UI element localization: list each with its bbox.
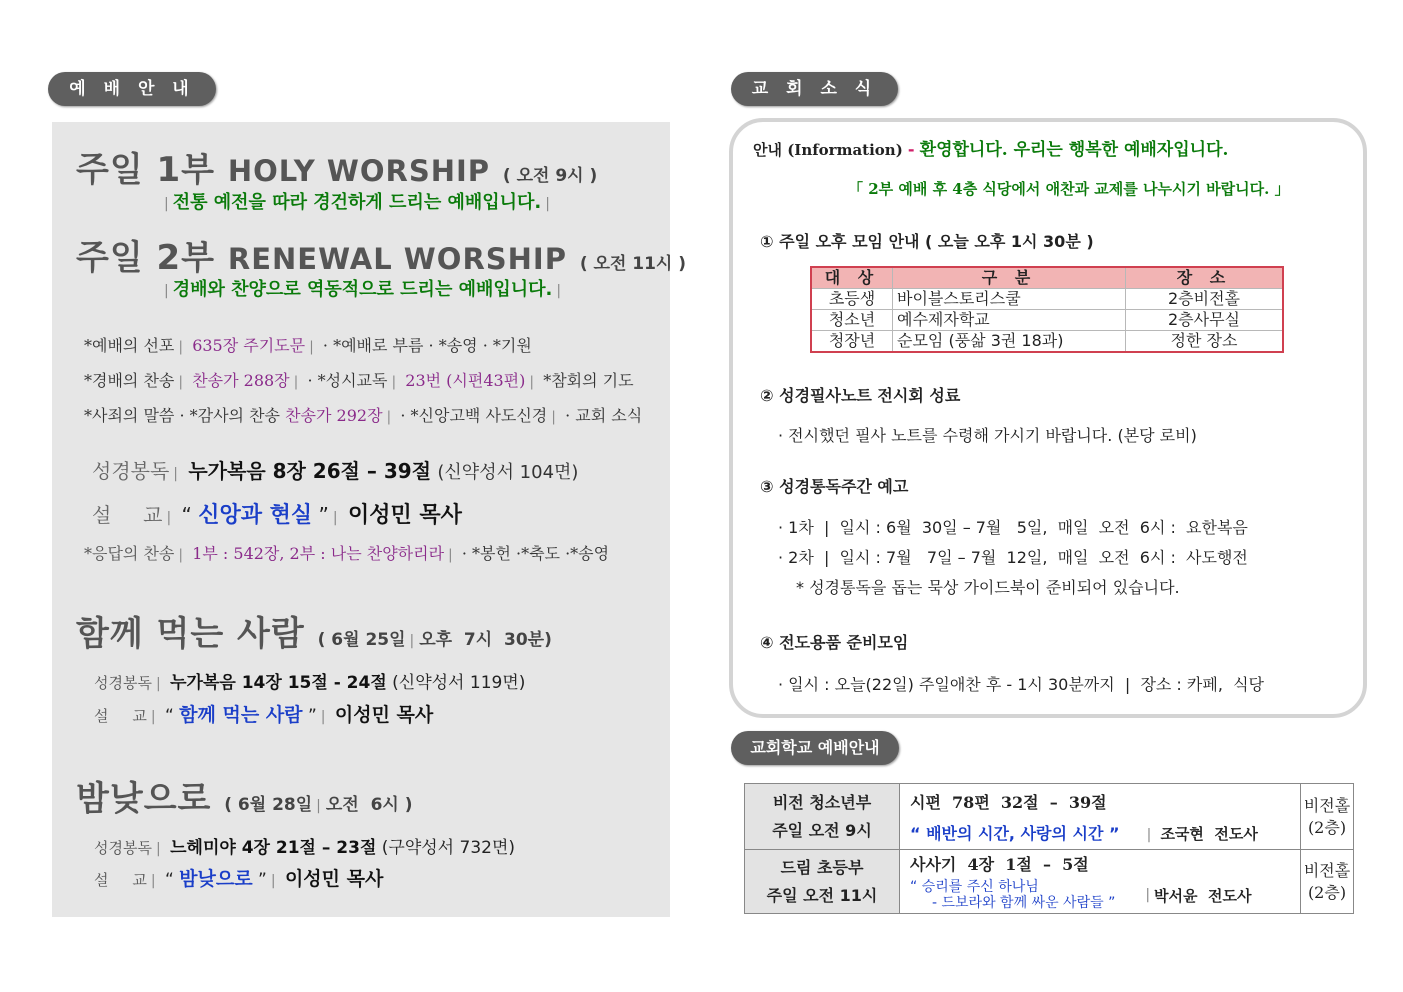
cell-target: 청장년	[811, 331, 893, 353]
service1-heading	[76, 142, 597, 191]
reading-label: 성경봉독	[92, 459, 170, 483]
school-place-cell	[1301, 784, 1354, 850]
sermon-label: 설 교	[92, 503, 163, 527]
info-sub: 「 2부 예배 후 4층 식당에서 애찬과 교제를 나누시기 바랍니다. 」	[848, 180, 1290, 198]
cell-place: 정한 장소	[1126, 331, 1284, 353]
wed-reading-text: 누가복음 14장 15절 - 24절	[170, 673, 387, 693]
school-floor: (2층)	[1307, 882, 1347, 902]
school-scripture: 사사기 4장 1절 – 5절	[910, 855, 1089, 874]
cell-place: 2층사무실	[1126, 310, 1284, 331]
wed-reading-label: 성경봉독	[94, 674, 152, 692]
cell-place: 2층비전홀	[1126, 289, 1284, 310]
sat-sermon: 설 교 | “ 밤낮으로 ” | 이성민 목사	[94, 868, 384, 890]
news-panel	[729, 118, 1367, 718]
order3-a: *사죄의 말씀 · *감사의 찬송	[84, 406, 280, 425]
sat-preacher: 이성민 목사	[284, 868, 384, 890]
school-dept-cell	[745, 850, 900, 914]
sat-reading: 성경봉독 | 느헤미야 4장 21절 – 23절 (구약성서 732면)	[94, 838, 516, 858]
sermon-title: 신앙과 현실	[198, 503, 313, 528]
service2-heading	[76, 230, 686, 279]
table-header-row	[811, 267, 1283, 289]
service2-title: 주일 2부	[76, 238, 216, 278]
table-row	[811, 310, 1283, 331]
table-row	[811, 289, 1283, 310]
sermon-open-quote: “	[181, 503, 192, 527]
school-preacher: 박서윤 전도사	[1154, 886, 1252, 905]
order-line-2: *경배의 찬송 | 찬송가 288장 | · *성시교독 | 23번 (시편43편) | *참회의 기도	[84, 371, 634, 390]
school-dept-name: 비전 청소년부	[772, 792, 872, 812]
wed-preacher: 이성민 목사	[334, 704, 434, 726]
news-1-title: ① 주일 오후 모임 안내 ( 오늘 오후 1시 30분 )	[760, 232, 1094, 251]
col-target: 대 상	[811, 267, 893, 289]
scripture-reading: 성경봉독 | 누가복음 8장 26절 – 39절 (신약성서 104면)	[92, 459, 579, 483]
news-3-title: ③ 성경통독주간 예고	[760, 477, 909, 496]
school-preacher: 조국현 전도사	[1160, 824, 1258, 843]
service1-time: ( 오전 9시 )	[502, 166, 598, 186]
news-section-pill: 교 회 소 식	[731, 72, 898, 106]
school-place: 비전홀	[1303, 860, 1351, 880]
wed-open-quote: “	[164, 706, 174, 726]
order2-d: 23번 (시편43편)	[405, 371, 526, 390]
info-label: 안내 (Information)	[753, 141, 903, 159]
news-4-title: ④ 전도용품 준비모임	[760, 633, 909, 652]
service1-en-title: HOLY WORSHIP	[227, 154, 491, 188]
wed-time: 오후 7시 30분)	[419, 630, 552, 650]
news-3-line-3: * 성경통독을 돕는 묵상 가이드북이 준비되어 있습니다.	[796, 578, 1180, 597]
info-line	[753, 135, 1228, 160]
service2-en-title: RENEWAL WORSHIP	[227, 242, 567, 276]
wed-sermon-title: 함께 먹는 사람	[179, 704, 303, 726]
order1-c: · *예배로 부름 · *송영 · *기원	[322, 336, 532, 355]
col-place: 장 소	[1126, 267, 1284, 289]
cell-category: 바이블스토리스쿨	[893, 289, 1126, 310]
reading-text: 누가복음 8장 26절 – 39절	[188, 459, 432, 483]
sat-title: 밤낮으로	[76, 779, 212, 819]
school-content-cell: 사사기 4장 1절 – 5절 “ 승리를 주신 하나님 - 드보라와 함께 싸운 사람들 ” | 박서윤 전도사	[900, 850, 1301, 914]
order2-a: *경배의 찬송	[84, 371, 175, 390]
worship-section-pill: 예 배 안 내	[48, 72, 216, 106]
gathering-table	[810, 266, 1284, 353]
news-2-line: · 전시했던 필사 노트를 수령해 가시기 바랍니다. (본당 로비)	[778, 426, 1197, 445]
sat-close-quote: ”	[258, 870, 267, 890]
school-place: 비전홀	[1303, 795, 1351, 815]
service1-title: 주일 1부	[76, 150, 216, 190]
school-place-cell	[1301, 850, 1354, 914]
order2-e: *참회의 기도	[543, 371, 634, 390]
table-row	[811, 331, 1283, 353]
cell-target: 청소년	[811, 310, 893, 331]
wed-sermon: 설 교 | “ 함께 먹는 사람 ” | 이성민 목사	[94, 704, 434, 726]
wed-reading-page: (신약성서 119면)	[392, 673, 526, 693]
service2-time: ( 오전 11시 )	[579, 254, 687, 274]
order2-c: · *성시교독	[307, 371, 388, 390]
news-4-line: · 일시 : 오늘(22일) 주일애찬 후 - 1시 30분까지 | 장소 : 카페, 식당	[778, 675, 1264, 694]
sat-open-quote: “	[164, 870, 174, 890]
cell-category: 순모임 (풍삶 3권 18과)	[893, 331, 1126, 353]
order3-b: 찬송가 292장	[285, 406, 383, 425]
sat-sermon-label: 설 교	[94, 871, 147, 889]
info-message: 환영합니다. 우리는 행복한 예배자입니다.	[919, 140, 1229, 160]
response-a: *응답의 찬송	[84, 544, 175, 563]
wed-heading: 함께 먹는 사람 ( 6월 25일 | 오후 7시 30분)	[76, 614, 552, 654]
col-category: 구 분	[893, 267, 1126, 289]
table-row	[745, 850, 1354, 914]
school-floor: (2층)	[1307, 817, 1347, 837]
school-content-cell: 시편 78편 32절 – 39절 “ 배반의 시간, 사랑의 시간 ” | 조국현 전도사	[900, 784, 1301, 850]
sat-date: ( 6월 28일	[224, 795, 313, 815]
sermon-close-quote: ”	[318, 503, 329, 527]
school-section-pill: 교회학교 예배안내	[731, 731, 899, 765]
school-dept-time: 주일 오전 11시	[766, 885, 878, 905]
table-row	[745, 784, 1354, 850]
service2-desc: | 경배와 찬양으로 역동적으로 드리는 예배입니다. |	[164, 279, 562, 300]
school-dept-cell	[745, 784, 900, 850]
wed-reading: 성경봉독 | 누가복음 14장 15절 - 24절 (신약성서 119면)	[94, 673, 526, 693]
school-scripture: 시편 78편 32절 – 39절	[910, 792, 1107, 812]
sermon-line: 설 교 | “ 신앙과 현실 ” | 이성민 목사	[92, 503, 462, 528]
cell-category: 예수제자학교	[893, 310, 1126, 331]
news-3-line-1: · 1차 | 일시 : 6월 30일 – 7월 5일, 매일 오전 6시 : 요한복음	[778, 518, 1248, 537]
sat-reading-page: (구약성서 732면)	[381, 838, 516, 858]
cell-target: 초등생	[811, 289, 893, 310]
order3-d: · 교회 소식	[565, 406, 643, 425]
school-dept-time: 주일 오전 9시	[772, 820, 872, 840]
order-line-3: *사죄의 말씀 · *감사의 찬송 찬송가 292장 | · *신앙고백 사도신경 | · 교회 소식	[84, 406, 643, 425]
order3-c: · *신앙고백 사도신경	[400, 406, 548, 425]
wed-sermon-label: 설 교	[94, 707, 147, 725]
service1-desc-text: 전통 예전을 따라 경건하게 드리는 예배입니다.	[172, 192, 542, 213]
news-3-line-2: · 2차 | 일시 : 7월 7일 – 7월 12일, 매일 오전 6시 : 사도행전	[778, 548, 1248, 567]
response-line: *응답의 찬송 | 1부 : 542장, 2부 : 나는 찬양하리라 | · *봉헌 ·*축도 ·*송영	[84, 544, 610, 563]
sat-heading: 밤낮으로 ( 6월 28일 | 오전 6시 )	[76, 779, 413, 819]
sat-reading-label: 성경봉독	[94, 839, 152, 857]
wed-date: ( 6월 25일	[317, 630, 406, 650]
news-2-title: ② 성경필사노트 전시회 성료	[760, 386, 961, 405]
sermon-preacher: 이성민 목사	[347, 503, 462, 528]
response-c: · *봉헌 ·*축도 ·*송영	[461, 544, 610, 563]
response-b: 1부 : 542장, 2부 : 나는 찬양하리라	[192, 544, 445, 563]
sat-reading-text: 느헤미야 4장 21절 – 23절	[170, 838, 377, 858]
order1-b: 635장 주기도문	[192, 336, 306, 355]
sat-time: 오전 6시 )	[325, 795, 413, 815]
order-line-1: *예배의 선포 | 635장 주기도문 | · *예배로 부름 · *송영 · *기원	[84, 336, 532, 355]
sat-sermon-title: 밤낮으로	[179, 868, 253, 890]
info-dash: -	[907, 140, 915, 159]
order1-a: *예배의 선포	[84, 336, 175, 355]
school-sermon-title: “ 배반의 시간, 사랑의 시간 ”	[910, 823, 1120, 843]
service2-desc-text: 경배와 찬양으로 역동적으로 드리는 예배입니다.	[172, 279, 553, 300]
school-dept-name: 드림 초등부	[780, 857, 864, 877]
reading-page: (신약성서 104면)	[437, 462, 579, 483]
school-sermon-subtitle: - 드보라와 함께 싸운 사람들 ”	[932, 895, 1116, 911]
school-sermon-title: “ 승리를 주신 하나님	[910, 879, 1039, 895]
wed-close-quote: ”	[307, 706, 317, 726]
church-school-table	[744, 783, 1354, 914]
order2-b: 찬송가 288장	[192, 371, 290, 390]
service1-desc: | 전통 예전을 따라 경건하게 드리는 예배입니다. |	[164, 192, 550, 213]
wed-title: 함께 먹는 사람	[76, 614, 305, 654]
